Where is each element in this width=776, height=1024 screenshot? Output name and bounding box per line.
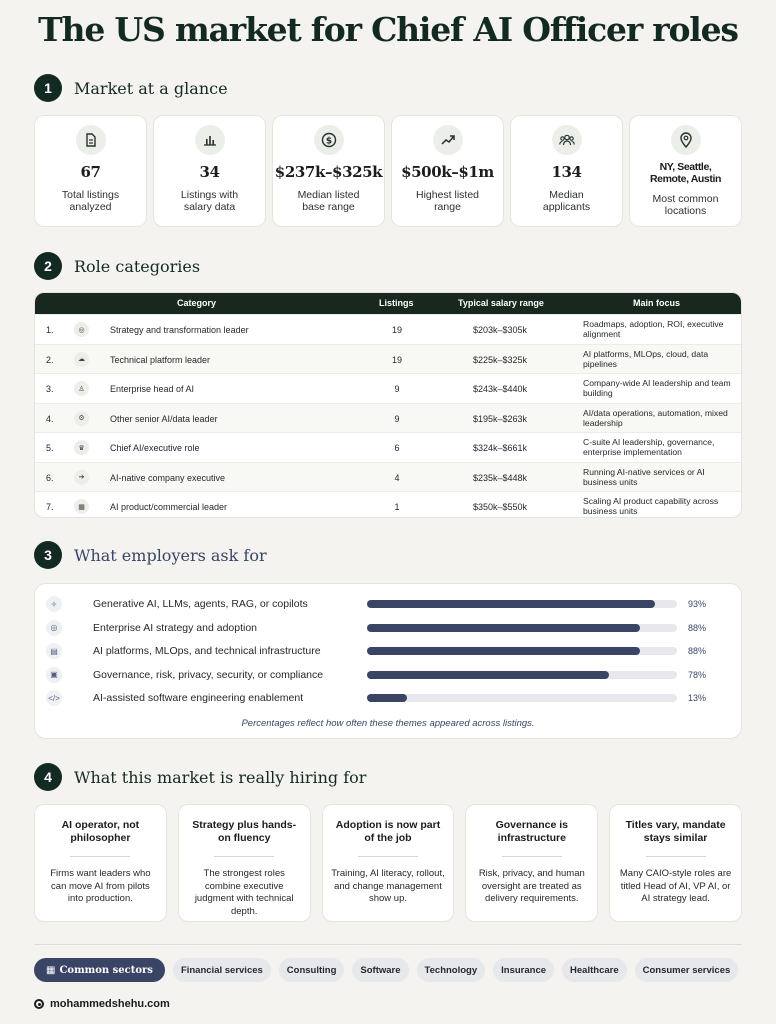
- card-title: Strategy plus hands-on fluency: [192, 819, 297, 844]
- insight-card: [178, 804, 311, 922]
- skill-percent: 78%: [688, 669, 707, 680]
- skill-bar-fill: [367, 694, 407, 702]
- table-row: [35, 344, 741, 374]
- skill-label: Governance, risk, privacy, security, or compliance: [93, 668, 324, 681]
- row-focus: Scaling AI product capability across business units: [583, 496, 719, 516]
- card-body: Many CAIO-style roles are titled Head of AI, VP AI, or AI strategy lead.: [619, 868, 732, 904]
- skill-icon: ▣: [46, 667, 62, 683]
- page-title: The US market for Chief AI Officer roles: [38, 10, 738, 49]
- row-category: Enterprise head of AI: [110, 384, 195, 394]
- row-category: Strategy and transformation leader: [110, 325, 249, 335]
- section-title: What this market is really hiring for: [74, 767, 367, 787]
- skill-bar-track: [367, 671, 677, 679]
- section-3-header: [34, 541, 267, 569]
- stat-card: [272, 115, 385, 227]
- stat-label: Total listings analyzed: [61, 189, 120, 213]
- sectors-label-chip: [34, 958, 165, 982]
- market-stats: [34, 115, 742, 227]
- skill-icon: </>: [46, 690, 62, 706]
- category-icon: ⚙: [74, 411, 89, 426]
- stat-label: Listings with salary data: [180, 189, 239, 213]
- row-category: AI product/commercial leader: [110, 502, 228, 512]
- table-row: [35, 432, 741, 462]
- header-listings: Listings: [379, 298, 414, 308]
- insight-card: [34, 804, 167, 922]
- category-icon: ◎: [74, 322, 89, 337]
- stat-value: NY, Seattle, Remote, Austin: [649, 161, 722, 185]
- section-title: What employers ask for: [74, 545, 267, 565]
- section-2-header: [34, 252, 200, 280]
- section-number: 2: [34, 252, 62, 280]
- employer-asks-panel: [34, 583, 742, 739]
- footer-site: mohammedshehu.com: [50, 998, 170, 1010]
- stat-value: $500k–$1m: [401, 163, 494, 181]
- card-divider: [646, 856, 706, 857]
- row-category: Chief AI/executive role: [110, 443, 200, 453]
- footer: [34, 998, 170, 1010]
- category-icon: ▦: [74, 499, 89, 514]
- row-salary: $235k–$448k: [472, 472, 528, 483]
- row-listings: 9: [394, 413, 400, 424]
- skill-bar-fill: [367, 624, 640, 632]
- sector-chip: Technology: [417, 958, 486, 982]
- stat-label: Most common locations: [652, 193, 719, 217]
- sectors-label: Common sectors: [59, 964, 153, 976]
- table-row: [35, 491, 741, 518]
- sector-chip: Consumer services: [635, 958, 739, 982]
- skill-percent: 88%: [688, 622, 707, 633]
- skill-row: [35, 620, 741, 638]
- section-number: 1: [34, 74, 62, 102]
- row-number: 5.: [46, 443, 54, 453]
- common-sectors: [34, 958, 738, 982]
- stat-value: 67: [80, 163, 101, 181]
- section-number: 3: [34, 541, 62, 569]
- stat-card: [34, 115, 147, 227]
- sector-chip: Healthcare: [562, 958, 627, 982]
- card-divider: [502, 856, 562, 857]
- card-body: Firms want leaders who can move AI from pilots into production.: [50, 868, 151, 904]
- section-title: Role categories: [74, 256, 201, 276]
- section-number: 4: [34, 763, 62, 791]
- table-row: [35, 462, 741, 492]
- section-4-header: [34, 763, 366, 791]
- row-focus: Running AI-native services or AI business units: [583, 466, 705, 487]
- row-listings: 1: [394, 502, 400, 512]
- row-focus: C-suite AI leadership, governance, enterprise implementation: [583, 437, 715, 457]
- section-1-header: [34, 74, 228, 102]
- card-body: Training, AI literacy, rollout, and change management show up.: [331, 868, 445, 904]
- insight-card: [609, 804, 742, 922]
- row-salary: $203k–$305k: [472, 325, 528, 335]
- category-icon: ☁: [74, 352, 89, 367]
- skill-row: [35, 667, 741, 685]
- stat-card: [153, 115, 266, 227]
- row-number: 3.: [46, 384, 54, 394]
- skill-label: AI-assisted software engineering enablement: [93, 692, 304, 704]
- sector-chip: Software: [352, 958, 408, 982]
- skill-percent: 13%: [688, 693, 707, 703]
- skill-percent: 93%: [688, 599, 707, 609]
- table-header: [35, 293, 741, 314]
- skill-icon: ✧: [46, 596, 62, 612]
- table-row: [35, 314, 741, 344]
- row-category: Other senior AI/data leader: [110, 413, 218, 424]
- card-body: Risk, privacy, and human oversight are treated as delivery requirements.: [478, 868, 585, 904]
- skill-row: [35, 596, 741, 614]
- stat-card: [629, 115, 742, 227]
- svg-text:$: $: [325, 136, 332, 147]
- table-body: [35, 314, 741, 518]
- target-icon: [34, 999, 44, 1009]
- stat-value: 34: [199, 163, 220, 181]
- row-number: 2.: [46, 354, 54, 365]
- row-number: 6.: [46, 472, 54, 483]
- skill-bar-fill: [367, 671, 609, 679]
- stat-label: Median applicants: [542, 189, 591, 213]
- skill-label: Enterprise AI strategy and adoption: [93, 621, 258, 634]
- insight-card: [322, 804, 455, 922]
- table-row: [35, 403, 741, 433]
- skill-bar-track: [367, 600, 677, 608]
- row-salary: $195k–$263k: [472, 413, 528, 424]
- row-focus: Roadmaps, adoption, ROI, executive alignment: [583, 319, 724, 339]
- row-salary: $350k–$550k: [472, 502, 528, 512]
- stat-value: $237k–$325k: [274, 163, 383, 181]
- card-divider: [70, 856, 130, 857]
- stat-card: [391, 115, 504, 227]
- sector-chip: Financial services: [173, 958, 271, 982]
- stat-label: Median listed base range: [297, 189, 360, 213]
- row-listings: 19: [391, 354, 402, 365]
- row-listings: 9: [394, 384, 400, 394]
- row-salary: $243k–$440k: [472, 384, 528, 394]
- row-focus: AI/data operations, automation, mixed leadership: [583, 407, 728, 428]
- row-category: AI-native company executive: [110, 472, 226, 483]
- skill-bar-fill: [367, 600, 655, 608]
- skill-row: [35, 643, 741, 661]
- location-pin-icon: [671, 125, 701, 155]
- skill-bar-track: [367, 694, 677, 702]
- section-title: Market at a glance: [74, 78, 228, 98]
- table-row: [35, 373, 741, 403]
- row-salary: $225k–$325k: [472, 354, 528, 365]
- trending-up-icon: [433, 125, 463, 155]
- insight-card: [465, 804, 598, 922]
- sector-chip: Consulting: [279, 958, 345, 982]
- skill-icon: ▤: [46, 643, 62, 659]
- row-focus: AI platforms, MLOps, cloud, data pipelines: [583, 348, 709, 369]
- header-salary: Typical salary range: [458, 298, 544, 308]
- skill-bar-track: [367, 624, 677, 632]
- role-categories-table: [34, 292, 742, 518]
- skill-label: Generative AI, LLMs, agents, RAG, or copilots: [93, 598, 308, 610]
- card-body: The strongest roles combine executive judgment with technical depth.: [194, 868, 294, 917]
- header-category: Category: [177, 298, 217, 308]
- row-focus: Company-wide AI leadership and team building: [583, 378, 731, 398]
- category-icon: ♙: [74, 381, 89, 396]
- row-listings: 4: [394, 472, 400, 483]
- skill-row: [35, 690, 741, 708]
- insight-cards: [34, 804, 742, 922]
- skills-footnote: Percentages reflect how often these themes appeared across listings.: [241, 718, 535, 729]
- document-icon: [76, 125, 106, 155]
- stat-label: Highest listed range: [415, 189, 480, 213]
- stat-card: [510, 115, 623, 227]
- skill-label: AI platforms, MLOps, and technical infrastructure: [93, 645, 321, 657]
- card-title: AI operator, not philosopher: [61, 819, 140, 844]
- card-title: Adoption is now part of the job: [335, 819, 441, 844]
- people-icon: [552, 125, 582, 155]
- bar-chart-icon: [195, 125, 225, 155]
- row-number: 4.: [46, 413, 54, 424]
- row-listings: 19: [391, 325, 402, 335]
- row-category: Technical platform leader: [110, 354, 211, 365]
- card-title: Governance is infrastructure: [495, 819, 568, 844]
- skill-icon: ◎: [46, 620, 62, 636]
- skill-bar-track: [367, 647, 677, 655]
- card-divider: [358, 856, 418, 857]
- row-listings: 6: [394, 443, 400, 453]
- card-divider: [214, 856, 274, 857]
- category-icon: ♛: [74, 440, 89, 455]
- grid-icon: ▦: [46, 964, 56, 976]
- row-salary: $324k–$661k: [472, 443, 528, 453]
- stat-value: 134: [551, 163, 582, 181]
- row-number: 1.: [46, 325, 54, 335]
- dollar-icon: [314, 125, 344, 155]
- sector-chip: Insurance: [493, 958, 554, 982]
- category-icon: ➔: [74, 470, 89, 485]
- skill-percent: 88%: [688, 646, 707, 656]
- header-focus: Main focus: [633, 298, 681, 308]
- card-title: Titles vary, mandate stays similar: [625, 819, 726, 844]
- skill-bar-fill: [367, 647, 640, 655]
- divider: [34, 944, 742, 945]
- row-number: 7.: [46, 502, 54, 512]
